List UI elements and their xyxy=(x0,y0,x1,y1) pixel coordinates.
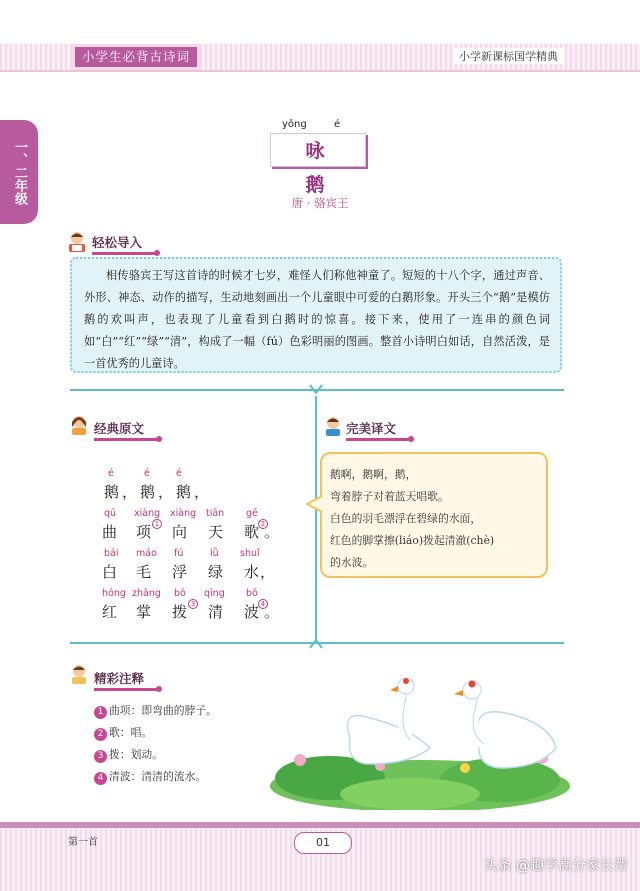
note-number: 3 xyxy=(94,750,107,763)
poem-char: 浮 xyxy=(172,563,188,581)
divider-ornament-bottom-icon xyxy=(308,636,324,650)
poem-char: 拨 xyxy=(172,603,188,621)
reading-kid-icon xyxy=(66,230,88,254)
pinyin: é xyxy=(144,468,150,479)
pinyin: xiàng xyxy=(170,508,197,519)
translation-line: 鹅啊，鹅啊，鹅， xyxy=(330,468,417,481)
title-pinyin-2: é xyxy=(334,119,341,130)
pinyin: qū xyxy=(104,508,117,519)
pinyin: bō xyxy=(246,588,258,599)
pinyin: qīng xyxy=(204,588,225,599)
page-number: 01 xyxy=(294,832,352,854)
series-title: 小学生必背古诗词 xyxy=(72,44,200,70)
intro-text: 相传骆宾王写这首诗的时候才七岁，难怪人们称他神童了。短短的十八个字，通过声音、外形、神态、动作的描写，生动地刻画出一个儿童眼中可爱的白鹅形象。开头三个“鹅”是模仿鹅的欢叫声，也表现了儿童看到白鹅时的惊喜。接下来，使用了一连串的颜色词如“白”“红”“绿”“清”，构成了一幅（fú）色彩明丽的图画。整首小诗明白如话，自然活泼，是一首优秀的儿童诗。 xyxy=(70,257,562,373)
pinyin: máo xyxy=(136,548,157,559)
pinyin: shuǐ xyxy=(240,548,260,559)
punctuation: 。 xyxy=(264,523,280,541)
poem-char: 掌 xyxy=(136,603,152,621)
boy-reading-icon xyxy=(322,414,344,438)
brand-title: 小学新课标国学精典 xyxy=(453,48,564,64)
pinyin: zhǎng xyxy=(132,588,161,599)
original-heading: 经典原文 xyxy=(94,420,158,441)
translation-line: 白色的羽毛漂浮在碧绿的水面， xyxy=(330,512,482,525)
title-pinyin-1: yǒng xyxy=(282,119,307,130)
poem-title: 咏 鹅 xyxy=(270,133,366,167)
grade-tab[interactable]: 一、二年级 xyxy=(0,120,38,224)
translation-heading: 完美译文 xyxy=(346,420,410,441)
note-marker[interactable]: 1 xyxy=(152,519,162,529)
poem-char: 曲 xyxy=(102,523,118,541)
note-marker[interactable]: 3 xyxy=(188,599,198,609)
poem-line-1 xyxy=(104,468,304,502)
notes-heading: 精彩注释 xyxy=(94,670,158,691)
speech-bubble-tail-icon xyxy=(306,495,322,513)
note-text: 拨：划动。 xyxy=(109,748,163,761)
pinyin: xiàng xyxy=(134,508,161,519)
pinyin: é xyxy=(108,468,114,479)
poem-char: 波 xyxy=(244,603,260,621)
divider-ornament-icon xyxy=(308,383,324,397)
note-text: 歌：唱。 xyxy=(109,726,153,739)
poem-char: 绿 xyxy=(208,563,224,581)
column-divider xyxy=(315,396,317,640)
pinyin: hóng xyxy=(102,588,126,599)
poem-char: 天 xyxy=(208,523,224,541)
note-marker[interactable]: 2 xyxy=(258,519,268,529)
poem-char: 毛 xyxy=(136,563,152,581)
translation-box xyxy=(320,452,548,578)
note-marker[interactable]: 4 xyxy=(258,599,268,609)
translation-line: 的水波。 xyxy=(330,556,374,569)
pinyin: lǜ xyxy=(210,548,219,559)
poem-char: 项 xyxy=(136,523,152,541)
chapter-label: 第一首 xyxy=(68,837,98,848)
poem-char: 歌 xyxy=(244,523,260,541)
poem-char: 向 xyxy=(172,523,188,541)
intro-heading: 轻松导入 xyxy=(92,234,156,255)
poem-line-4 xyxy=(100,588,300,621)
pinyin: fú xyxy=(174,548,184,559)
poem-chars: 鹅，鹅，鹅， xyxy=(104,483,213,501)
pinyin: tiān xyxy=(206,508,225,519)
poem-line-2 xyxy=(100,508,300,541)
translation-line: 弯着脖子对着蓝天唱歌。 xyxy=(330,490,449,503)
poem-line-3 xyxy=(100,548,300,581)
poem-char: 白 xyxy=(102,563,118,581)
translation-line: 红色的脚掌擦(liáo)拨起清澈(chè) xyxy=(330,534,495,547)
punctuation: 。 xyxy=(264,603,280,621)
pinyin: gē xyxy=(246,508,258,519)
watermark: 头条 @趣学高分家长帮 xyxy=(483,858,628,874)
poem-char: 清 xyxy=(208,603,224,621)
punctuation: ， xyxy=(260,563,276,581)
note-text: 曲项：即弯曲的脖子。 xyxy=(109,704,217,717)
poem-char: 红 xyxy=(102,603,118,621)
pinyin: é xyxy=(176,468,182,479)
poem-author: 唐 · 骆宾王 xyxy=(291,196,349,210)
note-text: 清波：清清的流水。 xyxy=(109,770,207,783)
note-number: 1 xyxy=(94,706,107,719)
geese-illustration xyxy=(260,668,570,810)
note-number: 4 xyxy=(94,772,107,785)
pinyin: bō xyxy=(174,588,186,599)
kid-notes-icon xyxy=(68,662,90,686)
poem-char: 水 xyxy=(244,563,260,581)
pinyin: bái xyxy=(104,548,119,559)
girl-reading-icon xyxy=(68,413,90,437)
note-number: 2 xyxy=(94,728,107,741)
